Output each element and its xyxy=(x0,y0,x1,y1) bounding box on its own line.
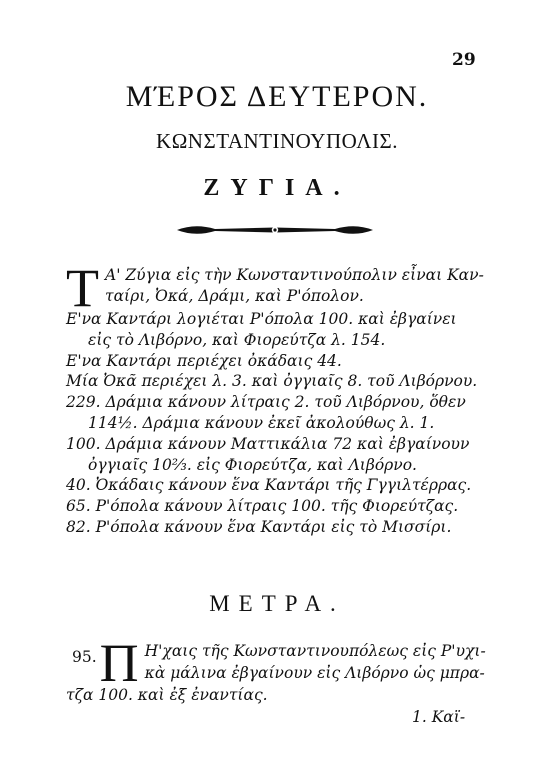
section-heading: ΖΥΓΙΑ. xyxy=(203,175,351,201)
measures-section xyxy=(66,633,506,706)
entry-number: 95. xyxy=(72,648,97,666)
text-line: ὀγγιαῖς 10⅔. εἰς Φιορεύτζα, καὶ Λιβόρνο. xyxy=(88,455,417,474)
text-line: κὰ μάλινα ἐβγαίνουν εἰς Λιβόρνο ὡς μπρα- xyxy=(144,664,485,682)
text-line: Α' Ζύγια εἰς τὴν Κωνσταντινούπολιν εἶναι Καν- xyxy=(105,266,484,284)
drop-cap-p: Π xyxy=(99,633,139,693)
text-line: Ε'να Καντάρι λογιέται Ρ'όπολα 100. καὶ ἐβγαίνει xyxy=(66,310,457,328)
text-line: 114½. Δράμια κάνουν ἐκεῖ ἀκολούθως λ. 1. xyxy=(88,413,435,432)
text-line: Ε'να Καντάρι περιέχει ὀκάδαις 44. xyxy=(66,351,342,370)
page-number: 29 xyxy=(452,50,476,70)
text-line: εἰς τὸ Λιβόρνο, καὶ Φιορεύτζα λ. 154. xyxy=(88,330,386,349)
text-line: 229. Δράμια κάνουν λίτραις 2. τοῦ Λιβόρνου, ὅθεν xyxy=(66,393,466,412)
text-line: τζα 100. καὶ ἐξ ἐναντίας. xyxy=(66,686,268,704)
text-line: Η'χαις τῆς Κωνσταντινουπόλεως εἰς Ρ'υχι- xyxy=(144,642,486,660)
city-heading: ΚΩΝΣΤΑΝΤΙΝΟΥΠΟΛΙΣ. xyxy=(156,129,398,153)
text-line: 65. Ρ'όπολα κάνουν λίτραις 100. τῆς Φιορεύτζας. xyxy=(66,497,459,516)
text-line: 100. Δράμια κάνουν Ματτικάλια 72 καὶ ἐβγαίνουν xyxy=(66,434,470,453)
catchword: 1. Καϊ- xyxy=(412,708,466,726)
text-line: 40. Ὀκάδαις κάνουν ἕνα Καντάρι τῆς Γγγιλτέρρας. xyxy=(66,476,472,495)
weights-section xyxy=(66,258,506,538)
text-line: 82. Ρ'όπολα κάνουν ἕνα Καντάρι εἰς τὸ Μισσίρι. xyxy=(66,517,452,536)
drop-cap-t: Τ xyxy=(66,258,99,318)
ornament-divider-icon xyxy=(175,222,375,238)
text-line: ταίρι, Ὀκά, Δράμι, καὶ Ρ'όπολον. xyxy=(105,286,364,305)
text-line: Μία Ὀκᾶ περιέχει λ. 3. καὶ ὀγγιαῖς 8. τοῦ Λιβόρνου. xyxy=(66,372,478,391)
part-heading: ΜΈΡΟΣ ΔΕΥΤΕΡΟΝ. xyxy=(125,80,429,113)
measures-heading: ΜΕΤΡΑ. xyxy=(209,591,345,616)
